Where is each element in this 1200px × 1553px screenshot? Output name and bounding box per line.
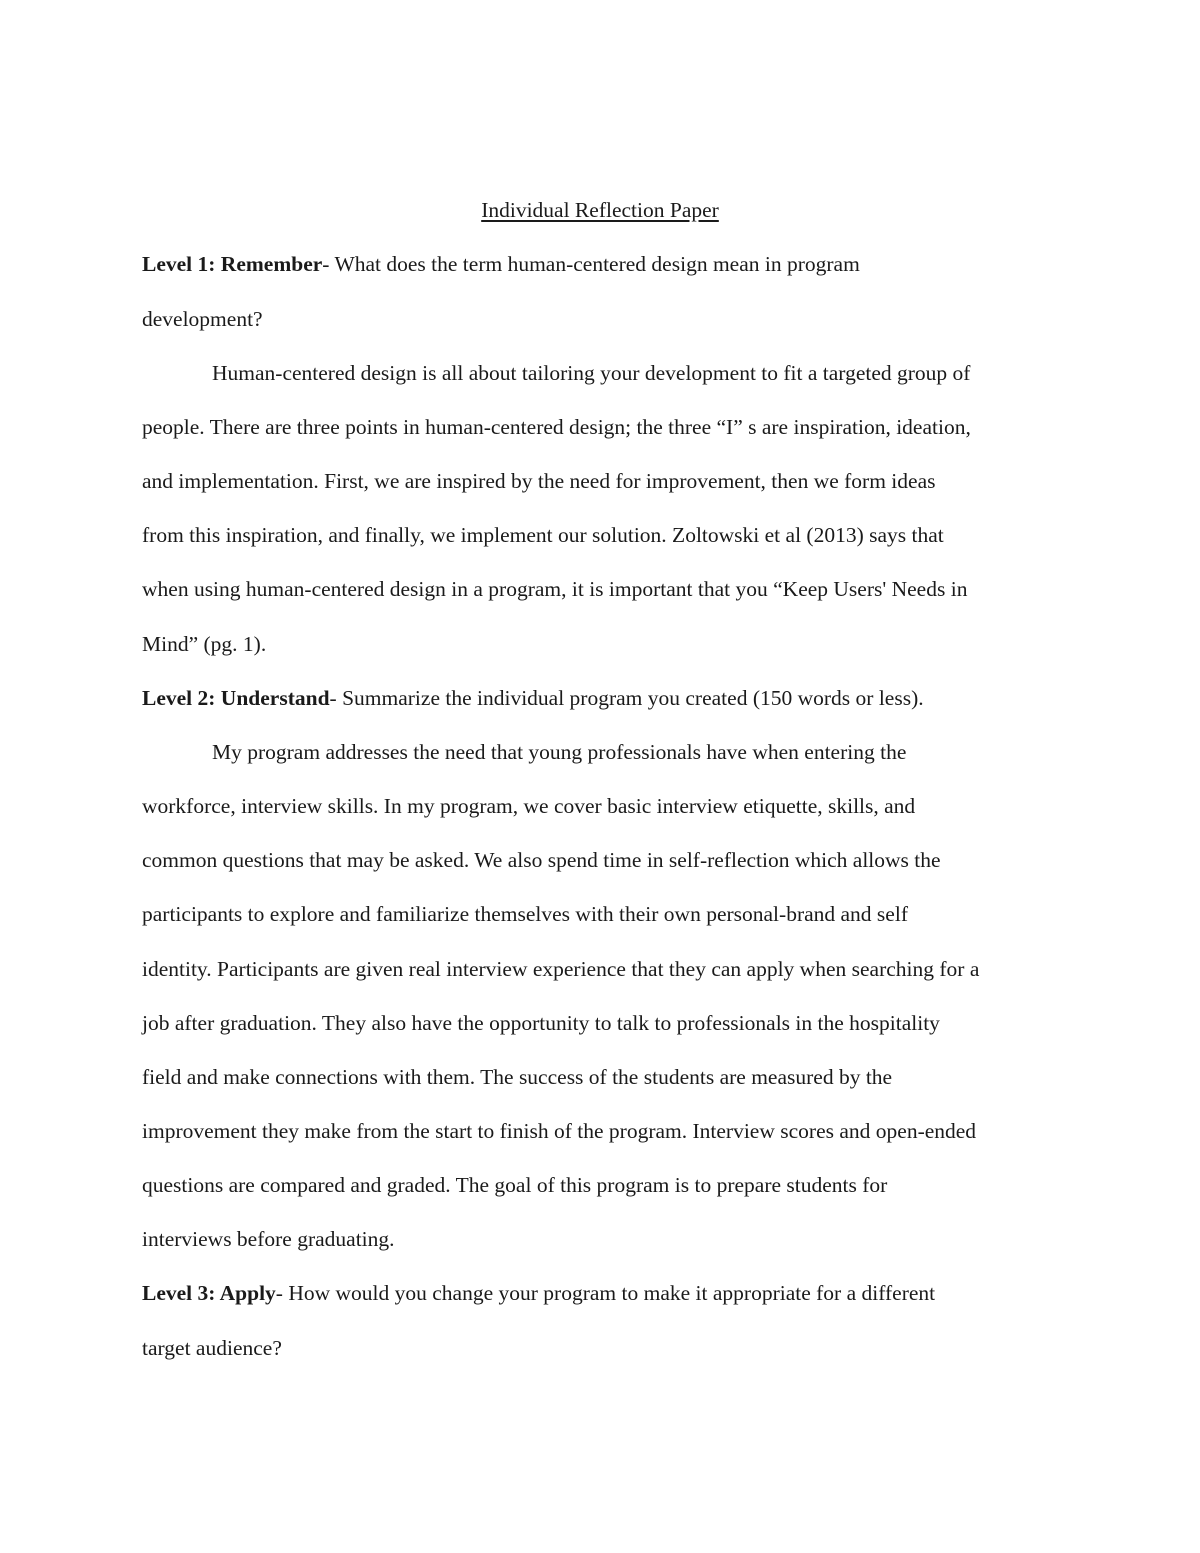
answer-line: interviews before graduating.	[142, 1227, 395, 1251]
answer-line: and implementation. First, we are inspired by the need for improvement, then we form ideas	[142, 469, 936, 493]
level-1-label: Level 1: Remember	[142, 252, 323, 276]
question-text: development?	[142, 307, 263, 331]
answer-line: My program addresses the need that young professionals have when entering the	[212, 740, 907, 764]
level-3-question	[142, 1278, 935, 1308]
answer-line: Human-centered design is all about tailoring your development to fit a targeted group of	[212, 361, 971, 385]
level-2-question	[142, 683, 924, 713]
answer-line: common questions that may be asked. We also spend time in self-reflection which allows the	[142, 848, 941, 872]
page-title: Individual Reflection Paper	[481, 198, 719, 222]
answer-line: people. There are three points in human-centered design; the three “I” s are inspiration, ideation,	[142, 415, 971, 439]
level-3-label: Level 3: Apply	[142, 1281, 276, 1305]
answer-line: identity. Participants are given real interview experience that they can apply when searching for a	[142, 957, 980, 981]
answer-line: workforce, interview skills. In my program, we cover basic interview etiquette, skills, and	[142, 794, 916, 818]
answer-line: Mind” (pg. 1).	[142, 632, 267, 656]
answer-line: questions are compared and graded. The goal of this program is to prepare students for	[142, 1173, 888, 1197]
question-text: - How would you change your program to make it appropriate for a different	[275, 1281, 936, 1305]
answer-line: when using human-centered design in a program, it is important that you “Keep Users' Needs in	[142, 577, 968, 601]
answer-line: job after graduation. They also have the opportunity to talk to professionals in the hospitality	[142, 1011, 940, 1035]
answer-line: field and make connections with them. The success of the students are measured by the	[142, 1065, 893, 1089]
answer-line: improvement they make from the start to finish of the program. Interview scores and open-ended	[142, 1119, 977, 1143]
level-2-label: Level 2: Understand	[142, 686, 330, 710]
level-1-question	[142, 249, 860, 279]
answer-line: participants to explore and familiarize themselves with their own personal-brand and self	[142, 902, 908, 926]
answer-line: from this inspiration, and finally, we implement our solution. Zoltowski et al (2013) says that	[142, 523, 944, 547]
question-text: - What does the term human-centered design mean in program	[322, 252, 860, 276]
question-text: - Summarize the individual program you created (150 words or less).	[329, 686, 924, 710]
question-text: target audience?	[142, 1336, 282, 1360]
